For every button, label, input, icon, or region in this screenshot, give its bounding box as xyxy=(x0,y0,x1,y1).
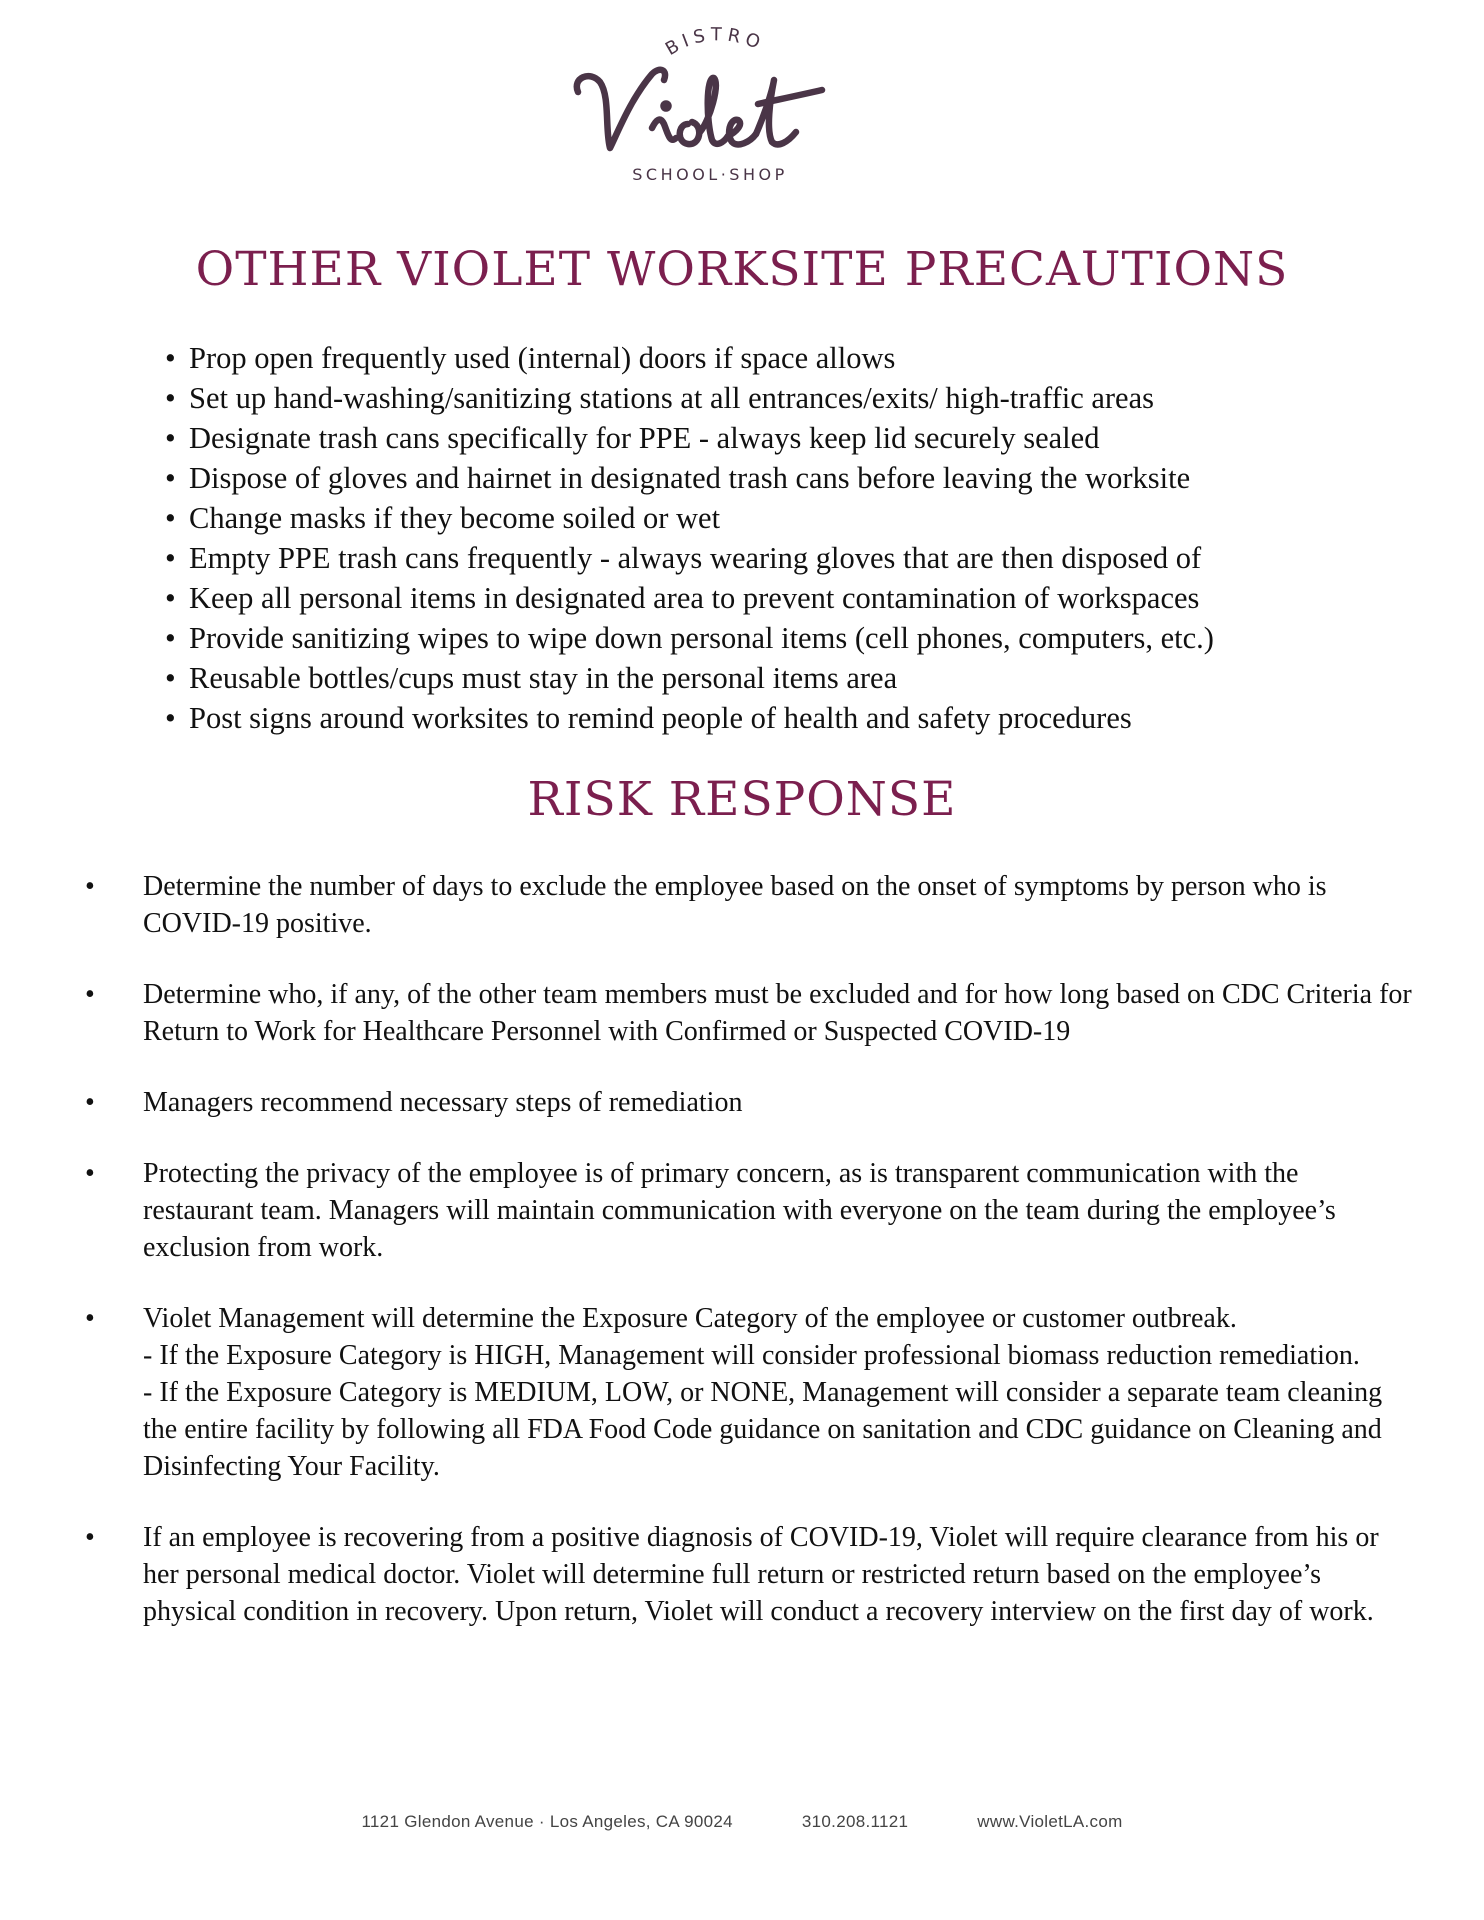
bullet: • xyxy=(165,381,176,415)
list-item-text: Managers recommend necessary steps of remediation xyxy=(143,1087,743,1118)
list-item-text: Keep all personal items in designated area to prevent contamination of workspaces xyxy=(189,581,1200,615)
list-item-text: Provide sanitizing wipes to wipe down personal items (cell phones, computers, etc.) xyxy=(189,621,1214,655)
bullet: • xyxy=(165,661,176,695)
bullet: • xyxy=(165,421,176,455)
list-item xyxy=(165,418,1214,458)
list-item xyxy=(165,458,1214,498)
precautions-list xyxy=(165,338,1214,738)
list-item xyxy=(85,868,1415,942)
logo-top-text: BISTRO xyxy=(661,24,768,60)
footer-phone: 310.208.1121 xyxy=(801,1812,909,1831)
precautions-heading: OTHER VIOLET WORKSITE PRECAUTIONS xyxy=(195,242,1289,297)
bullet: • xyxy=(165,341,176,375)
list-item xyxy=(165,658,1214,698)
bullet: • xyxy=(85,1303,95,1334)
list-item-text: Post signs around worksites to remind people of health and safety procedures xyxy=(189,701,1132,735)
list-item-text: Determine the number of days to exclude the employee based on the onset of symptoms by person who is COVID-19 positive. xyxy=(143,871,1327,939)
list-item xyxy=(165,338,1214,378)
risk-response-heading: RISK RESPONSE xyxy=(527,772,957,827)
bullet: • xyxy=(165,501,176,535)
bullet: • xyxy=(85,1522,95,1553)
logo-graphic xyxy=(560,20,860,195)
logo-script-wordmark xyxy=(577,70,822,148)
bullet: • xyxy=(85,1087,95,1118)
bistro-violet-logo xyxy=(560,20,860,195)
list-item xyxy=(85,1084,1415,1121)
list-item xyxy=(85,1155,1415,1266)
list-item-text: Empty PPE trash cans frequently - always wearing gloves that are then disposed of xyxy=(189,541,1202,575)
list-item-text: Dispose of gloves and hairnet in designated trash cans before leaving the worksite xyxy=(189,461,1191,495)
footer-website-link[interactable]: www.VioletLA.com xyxy=(977,1812,1123,1831)
footer-address: 1121 Glendon Avenue · Los Angeles, CA 90024 xyxy=(361,1812,733,1831)
list-item xyxy=(85,976,1415,1050)
bullet: • xyxy=(85,1158,95,1189)
list-item-text: Reusable bottles/cups must stay in the personal items area xyxy=(189,661,898,695)
list-item-text: Designate trash cans specifically for PPE - always keep lid securely sealed xyxy=(189,421,1100,455)
bullet: • xyxy=(165,701,176,735)
list-item xyxy=(85,1519,1415,1630)
list-item-text: Prop open frequently used (internal) doors if space allows xyxy=(189,341,896,375)
list-item-text: Protecting the privacy of the employee is of primary concern, as is transparent communication with the restaurant team. Managers will maintain communication with everyone on the team during the employee’s exclusion from work. xyxy=(143,1158,1336,1263)
list-item xyxy=(165,578,1214,618)
list-item xyxy=(165,378,1214,418)
list-item-text: Change masks if they become soiled or wet xyxy=(189,501,721,535)
sub-item-text: - If the Exposure Category is HIGH, Management will consider professional biomass reduction remediation. xyxy=(143,1340,1360,1371)
list-item-text: Determine who, if any, of the other team members must be excluded and for how long based on CDC Criteria for Return to Work for Healthcare Personnel with Confirmed or Suspected COVID-19 xyxy=(143,979,1412,1047)
list-item xyxy=(85,1300,1415,1485)
list-item xyxy=(165,538,1214,578)
logo-bottom-text: SCHOOL·SHOP xyxy=(632,165,788,184)
list-item-text: Violet Management will determine the Exposure Category of the employee or customer outbreak. xyxy=(143,1303,1237,1334)
bullet: • xyxy=(85,979,95,1010)
sub-item-text: - If the Exposure Category is MEDIUM, LOW, or NONE, Management will consider a separate team cleaning the entire facility by following all FDA Food Code guidance on sanitation and CDC guidance on Cleaning and Disinfecting Your Facility. xyxy=(143,1377,1383,1482)
list-item xyxy=(165,498,1214,538)
list-item xyxy=(165,618,1214,658)
bullet: • xyxy=(165,461,176,495)
bullet: • xyxy=(165,581,176,615)
risk-response-list xyxy=(85,868,1415,1664)
bullet: • xyxy=(85,871,95,902)
bullet: • xyxy=(165,541,176,575)
list-item-text: If an employee is recovering from a positive diagnosis of COVID-19, Violet will require clearance from his or her personal medical doctor. Violet will determine full return or restricted return based on the employee’s physical condition in recovery. Upon return, Violet will conduct a recovery interview on the first day of work. xyxy=(143,1522,1379,1627)
list-item xyxy=(165,698,1214,738)
bullet: • xyxy=(165,621,176,655)
footer xyxy=(0,1812,1484,1832)
list-item-text: Set up hand-washing/sanitizing stations at all entrances/exits/ high-traffic areas xyxy=(189,381,1154,415)
